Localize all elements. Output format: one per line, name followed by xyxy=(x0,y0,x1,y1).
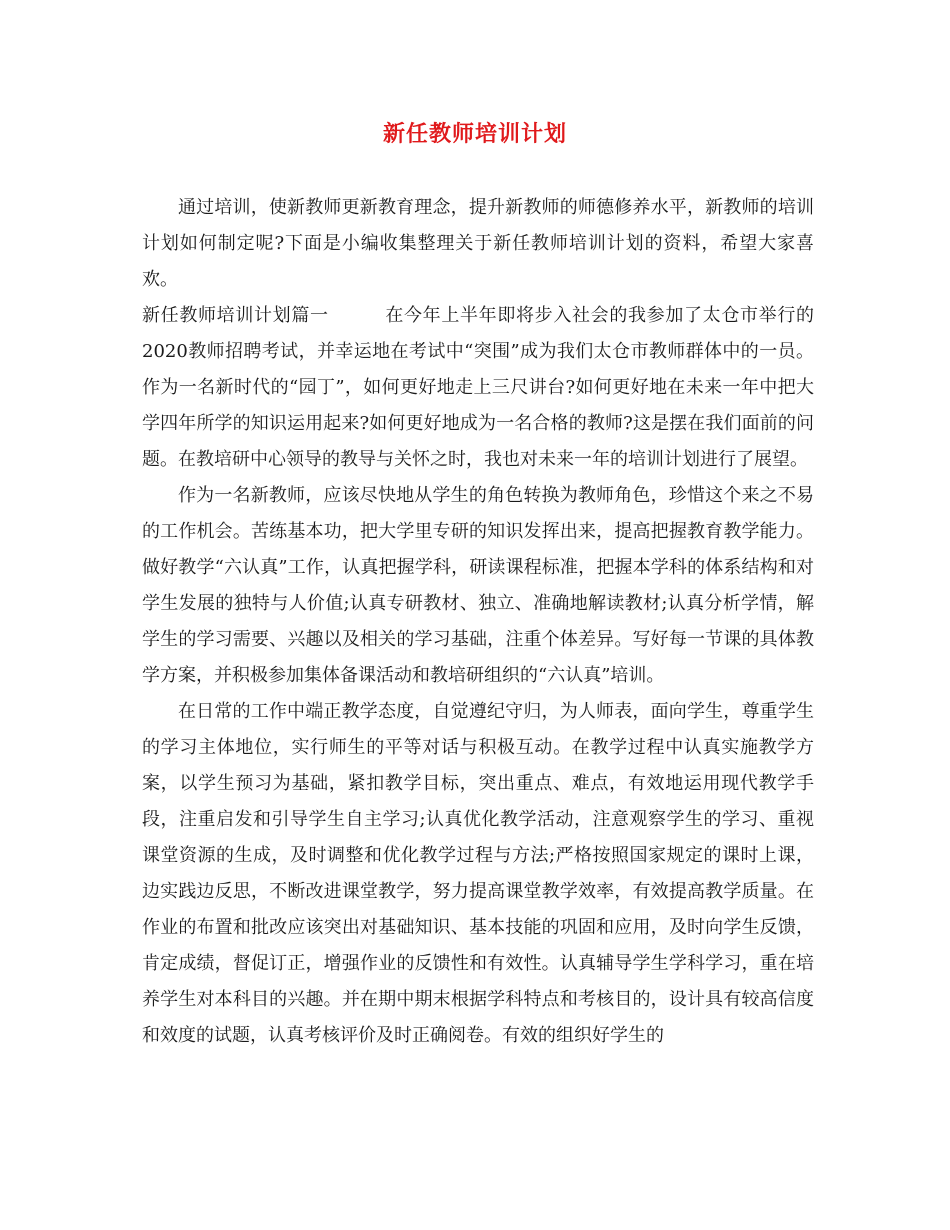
document-body xyxy=(142,190,814,1054)
paragraph-two: 作为一名新教师，应该尽快地从学生的角色转换为教师角色，珍惜这个来之不易的工作机会。苦练基本功，把大学里专研的知识发挥出来，提高把握教育教学能力。做好教学“六认真”工作，认真把握学科，研读课程标准，把握本学科的体系结构和对学生发展的独特与人价值;认真专研教材、独立、准确地解读教材;认真分析学情，解学生的学习需要、兴趣以及相关的学习基础，注重个体差异。写好每一节课的具体教学方案，并积极参加集体备课活动和教培研组织的“六认真”培训。 xyxy=(142,485,814,686)
section-one-paragraph xyxy=(142,298,814,478)
section-first-text: 在今年上半年即将步入社会的我参加了太仓市举行的2020教师招聘考试，并幸运地在考试中“突围”成为我们太仓市教师群体中的一员。作为一名新时代的“园丁”，如何更好地走上三尺讲台?如何更好地在未来一年中把大学四年所学的知识运用起来?如何更好地成为一名合格的教师?这是摆在我们面前的问题。在教培研中心领导的教导与关怀之时，我也对未来一年的培训计划进行了展望。 xyxy=(142,305,815,470)
paragraph-three: 在日常的工作中端正教学态度，自觉遵纪守归，为人师表，面向学生，尊重学生的学习主体地位，实行师生的平等对话与积极互动。在教学过程中认真实施教学方案，以学生预习为基础，紧扣教学目标，突出重点、难点，有效地运用现代教学手段，注重启发和引导学生自主学习;认真优化教学活动，注意观察学生的学习、重视课堂资源的生成，及时调整和优化教学过程与方法;严格按照国家规定的课时上课，边实践边反思，不断改进课堂教学，努力提高课堂教学效率，有效提高教学质量。在作业的布置和批改应该突出对基础知识、基本技能的巩固和应用，及时向学生反馈，肯定成绩，督促订正，增强作业的反馈性和有效性。认真辅导学生学科学习，重在培养学生对本科目的兴趣。并在期中期末根据学科特点和考核目的，设计具有较高信度和效度的试题，认真考核评价及时正确阅卷。有效的组织好学生的 xyxy=(142,701,814,1046)
section-heading: 新任教师培训计划篇一 xyxy=(142,305,329,326)
document-title: 新任教师培训计划 xyxy=(382,121,567,147)
intro-paragraph: 通过培训，使新教师更新教育理念，提升新教师的师德修养水平，新教师的培训计划如何制定呢?下面是小编收集整理关于新任教师培训计划的资料，希望大家喜欢。 xyxy=(142,197,814,290)
